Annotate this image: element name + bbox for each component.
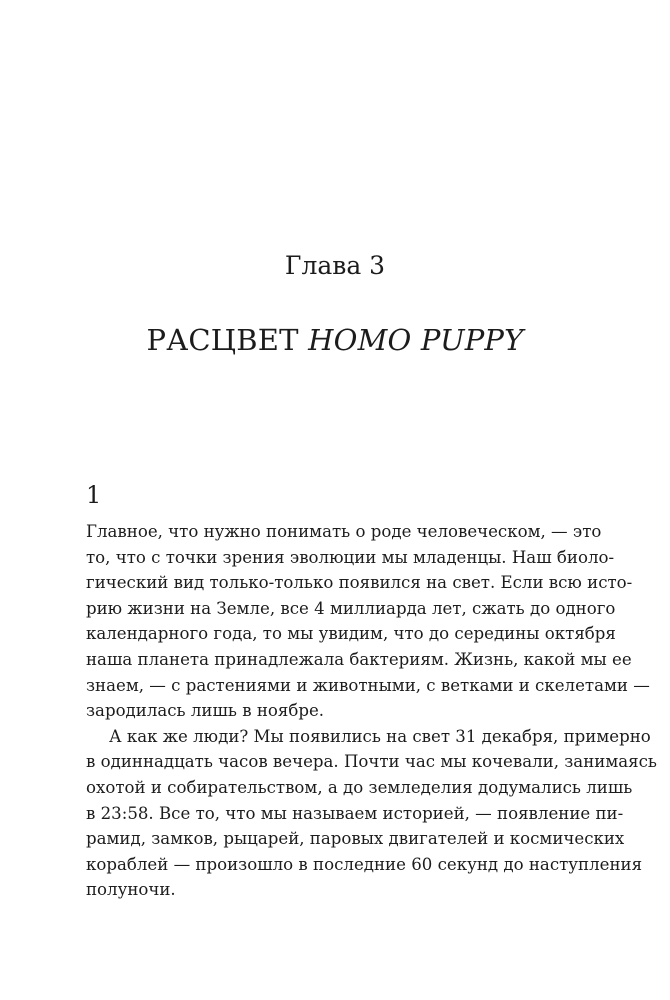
- text-line: в одиннадцать часов вечера. Почти час мы кочевали, занимаясь: [86, 752, 657, 772]
- paragraph-1: [86, 519, 650, 724]
- text-line: гический вид только-только появился на свет. Если всю исто-: [86, 573, 633, 593]
- text-line: рамид, замков, рыцарей, паровых двигателей и космических: [86, 829, 625, 849]
- text-line: то, что с точки зрения эволюции мы младенцы. Наш биоло-: [86, 547, 615, 567]
- text-line: кораблей — произошло в последние 60 секунд до наступления: [86, 854, 643, 874]
- section-number: 1: [86, 481, 102, 509]
- text-line: в 23:58. Все то, что мы называем историей, — появление пи-: [86, 803, 624, 823]
- text-line: календарного года, то мы увидим, что до середины октября: [86, 624, 616, 644]
- paragraph-2: [86, 724, 657, 903]
- chapter-title: [0, 322, 670, 358]
- text-line: охотой и собирательством, а до земледелия додумались лишь: [86, 777, 633, 797]
- text-line: рию жизни на Земле, все 4 миллиарда лет, сжать до одного: [86, 598, 616, 618]
- text-line: Главное, что нужно понимать о роде человеческом, — это: [86, 522, 602, 541]
- text-line: зародилась лишь в ноябре.: [86, 701, 325, 721]
- text-line: полуночи.: [86, 880, 176, 900]
- chapter-label: Глава 3: [284, 251, 386, 280]
- chapter-title-plain: РАСЦВЕТ: [146, 323, 309, 357]
- chapter-title-italic: HOMO PUPPY: [308, 323, 524, 357]
- text-line: знаем, — с растениями и животными, с ветками и скелетами —: [86, 675, 650, 695]
- text-line: А как же люди? Мы появились на свет 31 декабря, примерно: [109, 726, 651, 746]
- body-text: [86, 519, 657, 903]
- text-line: наша планета принадлежала бактериям. Жизнь, какой мы ее: [86, 649, 632, 669]
